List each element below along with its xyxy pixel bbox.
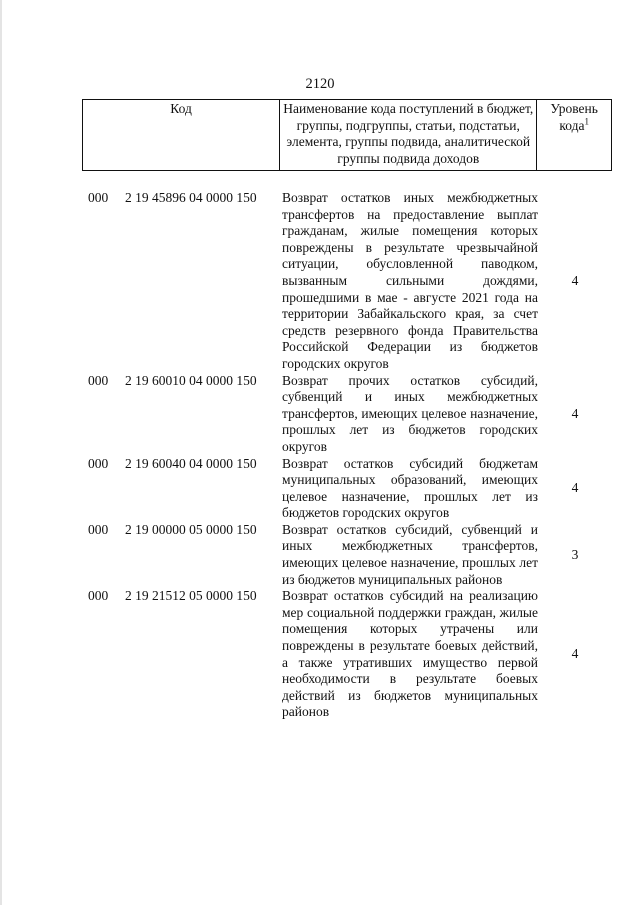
description-cell: Возврат остатков иных межбюджетных трансфертов на предоставление выплат гражданам, жилые помещения которых повреждены в результате чрезвычайной ситуации, обусловленной паводком, вызванным сильными дождями, прошедшими в мае - августе 2021 года на территории Забайкальского края, за счет средств резервного фонда Правительства Российской Федерации из бюджетов городских округов — [282, 190, 538, 371]
level-cell — [538, 373, 612, 456]
revenue-code-cell: 2 19 60010 04 0000 150 — [125, 372, 257, 388]
column-header-code-text: Код — [170, 101, 192, 116]
revenue-code-cell: 2 19 00000 05 0000 150 — [125, 521, 257, 537]
admin-code-cell: 000 — [88, 190, 109, 205]
level-value: 3 — [571, 546, 579, 562]
level-value: 4 — [571, 480, 579, 496]
revenue-code-cell: 2 19 21512 05 0000 150 — [125, 588, 257, 604]
revenue-code-cell: 2 19 60040 04 0000 150 — [125, 455, 257, 471]
table-row — [82, 588, 612, 721]
admin-code-cell: 000 — [88, 521, 109, 537]
table-row — [82, 190, 612, 373]
level-cell — [538, 456, 612, 522]
table-row — [82, 373, 612, 456]
admin-code-cell: 000 — [88, 588, 109, 604]
table-row — [82, 456, 612, 522]
revenue-code-cell: 2 19 45896 04 0000 150 — [125, 190, 257, 205]
table-header — [82, 99, 612, 171]
description-cell: Возврат прочих остатков субсидий, субвенций и иных межбюджетных трансфертов, имеющих целевое назначение, прошлых лет из бюджетов городских округов — [282, 372, 538, 454]
description-cell: Возврат остатков субсидий на реализацию мер социальной поддержки граждан, жилые помещения которых утрачены или повреждены в результате боевых действий, а также утративших имущество первой необходимости в результате боевых действий из бюджетов муниципальных районов — [282, 588, 538, 720]
description-cell: Возврат остатков субсидий бюджетам муниципальных образований, имеющих целевое назначение, прошлых лет из бюджетов городских округов — [282, 455, 538, 521]
scan-edge-shadow — [0, 0, 2, 905]
page-number: 2120 — [305, 76, 335, 92]
level-cell — [538, 190, 612, 373]
description-cell: Возврат остатков субсидий, субвенций и иных межбюджетных трансфертов, имеющих целевое назначение, прошлых лет из бюджетов муниципальных районов — [282, 521, 538, 587]
level-value: 4 — [571, 272, 579, 288]
table-row — [82, 522, 612, 588]
column-header-name — [280, 100, 537, 171]
table-body — [82, 190, 612, 721]
level-value: 4 — [571, 405, 579, 421]
level-cell — [538, 522, 612, 588]
column-header-name-text: Наименование кода поступлений в бюджет, группы, подгруппы, статьи, подстатьи, элемента, группы подвида, аналитической группы подвида доходов — [283, 101, 534, 166]
admin-code-cell: 000 — [88, 372, 109, 388]
level-cell — [538, 588, 612, 721]
column-header-code — [83, 100, 280, 171]
footnote-marker: 1 — [584, 116, 589, 126]
column-header-level-text: Уровень кода — [550, 101, 598, 133]
level-value: 4 — [571, 646, 579, 662]
column-header-level — [537, 100, 612, 171]
admin-code-cell: 000 — [88, 455, 109, 471]
